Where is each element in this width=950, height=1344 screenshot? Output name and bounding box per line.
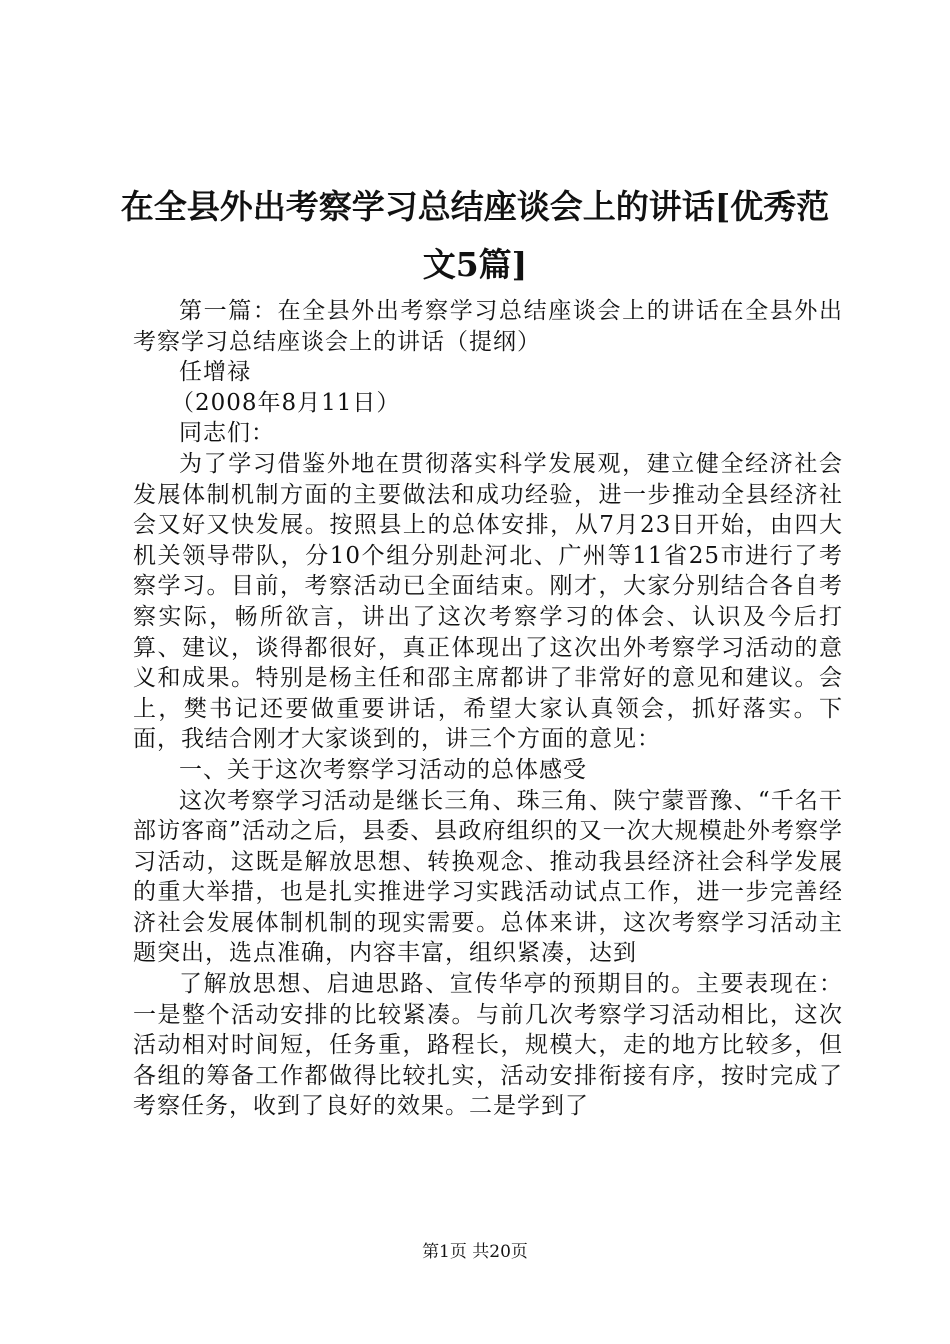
paragraph-salutation: 同志们： xyxy=(179,420,275,447)
page-number-footer: 第1页 共20页 xyxy=(422,1242,528,1262)
paragraph-date: （2008年8月11日） xyxy=(171,389,401,416)
paragraph-section-one-body: 这次考察学习活动是继长三角、珠三角、陕宁蒙晋豫、“千名干部访客商”活动之后，县委、县政府组织的又一次大规模赴外考察学习活动，这既是解放思想、转换观念、推动我县经济社会科学发展的重大举措，也是扎实推进学习实践活动试点工作，进一步完善经济社会发展体制机制的现实需要。总体来讲，这次考察学习活动主题突出，选点准确，内容丰富，组织紧凑，达到 xyxy=(133,787,843,967)
paragraph-intro: 为了学习借鉴外地在贯彻落实科学发展观，建立健全经济社会发展体制机制方面的主要做法和成功经验，进一步推动全县经济社会又好又快发展。按照县上的总体安排，从7月23日开始，由四大机关领导带队，分10个组分别赴河北、广州等11省25市进行了考察学习。目前，考察活动已全面结束。刚才，大家分别结合各自考察实际，畅所欲言，讲出了这次考察学习的体会、认识及今后打算、建议，谈得都很好，真正体现出了这次出外考察学习活动的意义和成果。特别是杨主任和邵主席都讲了非常好的意见和建议。会上，樊书记还要做重要讲话，希望大家认真领会，抓好落实。下面，我结合刚才大家谈到的，讲三个方面的意见： xyxy=(133,450,843,753)
document-body xyxy=(133,296,843,1122)
paragraph-author: 任增禄 xyxy=(179,359,251,386)
paragraph-heading-first-article: 第一篇：在全县外出考察学习总结座谈会上的讲话在全县外出考察学习总结座谈会上的讲话（提纲） xyxy=(133,298,843,355)
paragraph-section-one-continued: 了解放思想、启迪思路、宣传华亭的预期目的。主要表现在：一是整个活动安排的比较紧凑。与前几次考察学习活动相比，这次活动相对时间短，任务重，路程长，规模大，走的地方比较多，但各组的筹备工作都做得比较扎实，活动安排衔接有序，按时完成了考察任务，收到了良好的效果。二是学到了 xyxy=(133,971,843,1120)
paragraph-section-one-heading: 一、关于这次考察学习活动的总体感受 xyxy=(179,756,587,783)
document-title: 在全县外出考察学习总结座谈会上的讲话[优秀范文5篇] xyxy=(120,187,830,284)
